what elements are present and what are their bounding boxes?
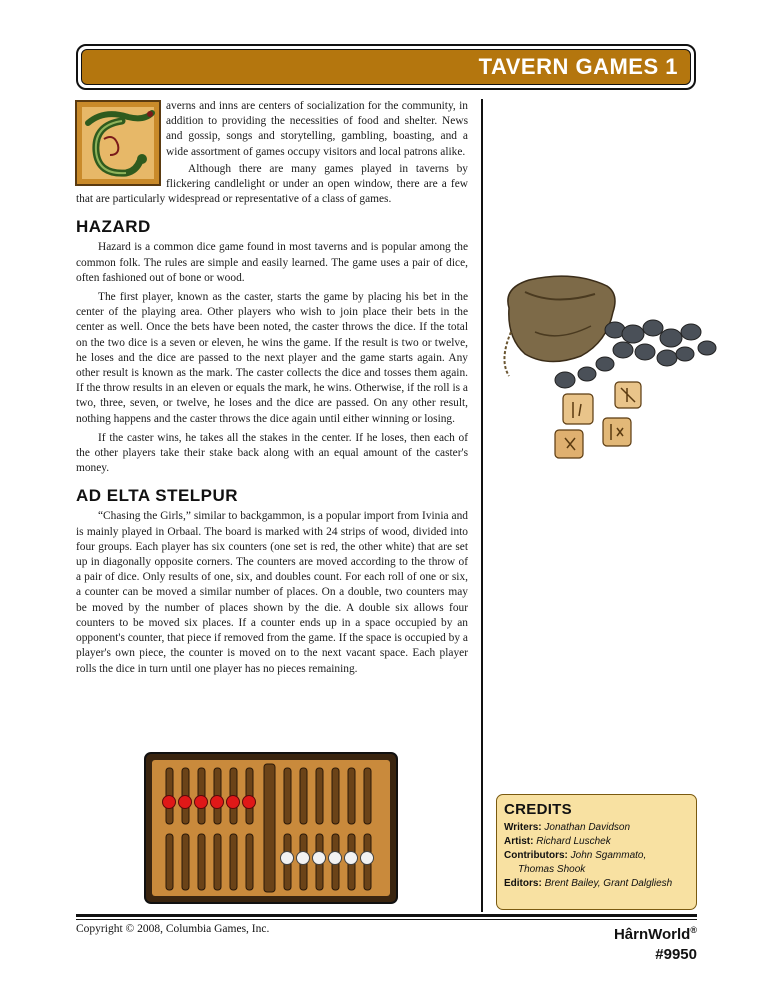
credits-contributors (504, 849, 689, 863)
title-banner-fill (81, 49, 691, 85)
contributors-label: Contributors: (504, 850, 568, 861)
writers-label: Writers: (504, 822, 542, 833)
contributors-value-2: Thomas Shook (518, 864, 586, 875)
pouch-coins-dice-illustration (495, 272, 727, 462)
copyright-text: Copyright © 2008, Columbia Games, Inc. (76, 923, 270, 935)
title-banner (76, 44, 696, 90)
column-divider (481, 99, 483, 912)
credits-editors (504, 877, 689, 891)
contributors-value-1: John Sgammato, (570, 850, 647, 861)
dropcap-ornament-icon (74, 99, 162, 187)
artist-value: Richard Luschek (536, 836, 611, 847)
hazard-paragraph-2: The first player, known as the caster, starts the game by placing his bet in the center of the playing area. Other players who wish to join place their bets in the center as well. Once the bets have been noted, the caster throws the dice. If the total on the two dice is a seven or eleven, he wins the game. If the result is two or twelve, he loses and the dice are passed to the next player and the game starts again. Any other result is known as the mark. The caster collects the dice and tosses them again. If the throw results in an eleven or equals the mark, he wins. Otherwise, if the roll is a two, three, seven, or twelve, he loses and the dice are passed. On any other result, nothing happens and the caster throws the dice again until either winning or losing. (76, 291, 468, 425)
credits-box (496, 794, 697, 910)
artist-label: Artist: (504, 836, 534, 847)
ad-elta-heading: AD ELTA STELPUR (76, 486, 239, 506)
credits-artist (504, 835, 689, 849)
credits-title: CREDITS (504, 801, 572, 818)
footer-rule-thin (76, 919, 697, 920)
footer-brand (614, 920, 697, 965)
registered-mark: ® (690, 925, 697, 935)
page-title: TAVERN GAMES 1 (478, 54, 678, 79)
hazard-paragraph-3: If the caster wins, he takes all the stakes in the center. If he loses, then each of the other players take their stake back along with an equal amount of the caster's money. (76, 431, 468, 475)
writers-value: Jonathan Davidson (544, 822, 631, 833)
footer-rule-thick (76, 914, 697, 917)
brand-name: HârnWorld (613, 926, 691, 943)
editors-value: Brent Bailey, Grant Dalgliesh (544, 878, 673, 889)
credits-contributors-cont (504, 863, 689, 877)
product-number: #9950 (655, 946, 697, 963)
main-text-column (76, 99, 468, 677)
board-center-bar (264, 764, 275, 892)
hazard-paragraph-1: Hazard is a common dice game found in most taverns and is popular among the common folk. The rules are simple and easily learned. The game uses a pair of dice, often fashioned out of bone or wood. (76, 241, 468, 284)
editors-label: Editors: (504, 878, 542, 889)
hazard-heading: HAZARD (76, 217, 151, 237)
intro-paragraph-2: Although there are many games played in taverns by flickering candlelight or under an open window, there are a few that are particularly widespread or representative of a class of games. (76, 162, 468, 206)
intro-paragraph-1: averns and inns are centers of socialization for the community, in addition to providing the necessities of food and shelter. News and gossip, songs and storytelling, gambling, boasting, and a wide assortment of games occupy visitors and local patrons alike. (166, 100, 468, 158)
game-board-illustration (144, 752, 398, 904)
credits-writers (504, 821, 689, 835)
ad-elta-paragraph-1: “Chasing the Girls,” similar to backgammon, is a popular import from Ivinia and is mainly played in Orbaal. The board is marked with 24 strips of wood, divided into four groups. Each player has six counters (one set is red, the other white) that are set up in diagonally opposite corners. The counters are moved according to the throw of a pair of dice. Only results of one, six, and doubles count. For each roll of one or six, a counter can be moved a similar number of places. On a double, two counters may be moved by the number of places shown by the die. A double six allows four counters to be moved six places. If a counter ends up in a space occupied by an opponent's counter, that piece if removed from the game. If the space is occupied by a player's own piece, the counter is moved on to the next vacant space. Each player rolls the dice in turn until one player has no pieces remaining. (76, 510, 468, 675)
